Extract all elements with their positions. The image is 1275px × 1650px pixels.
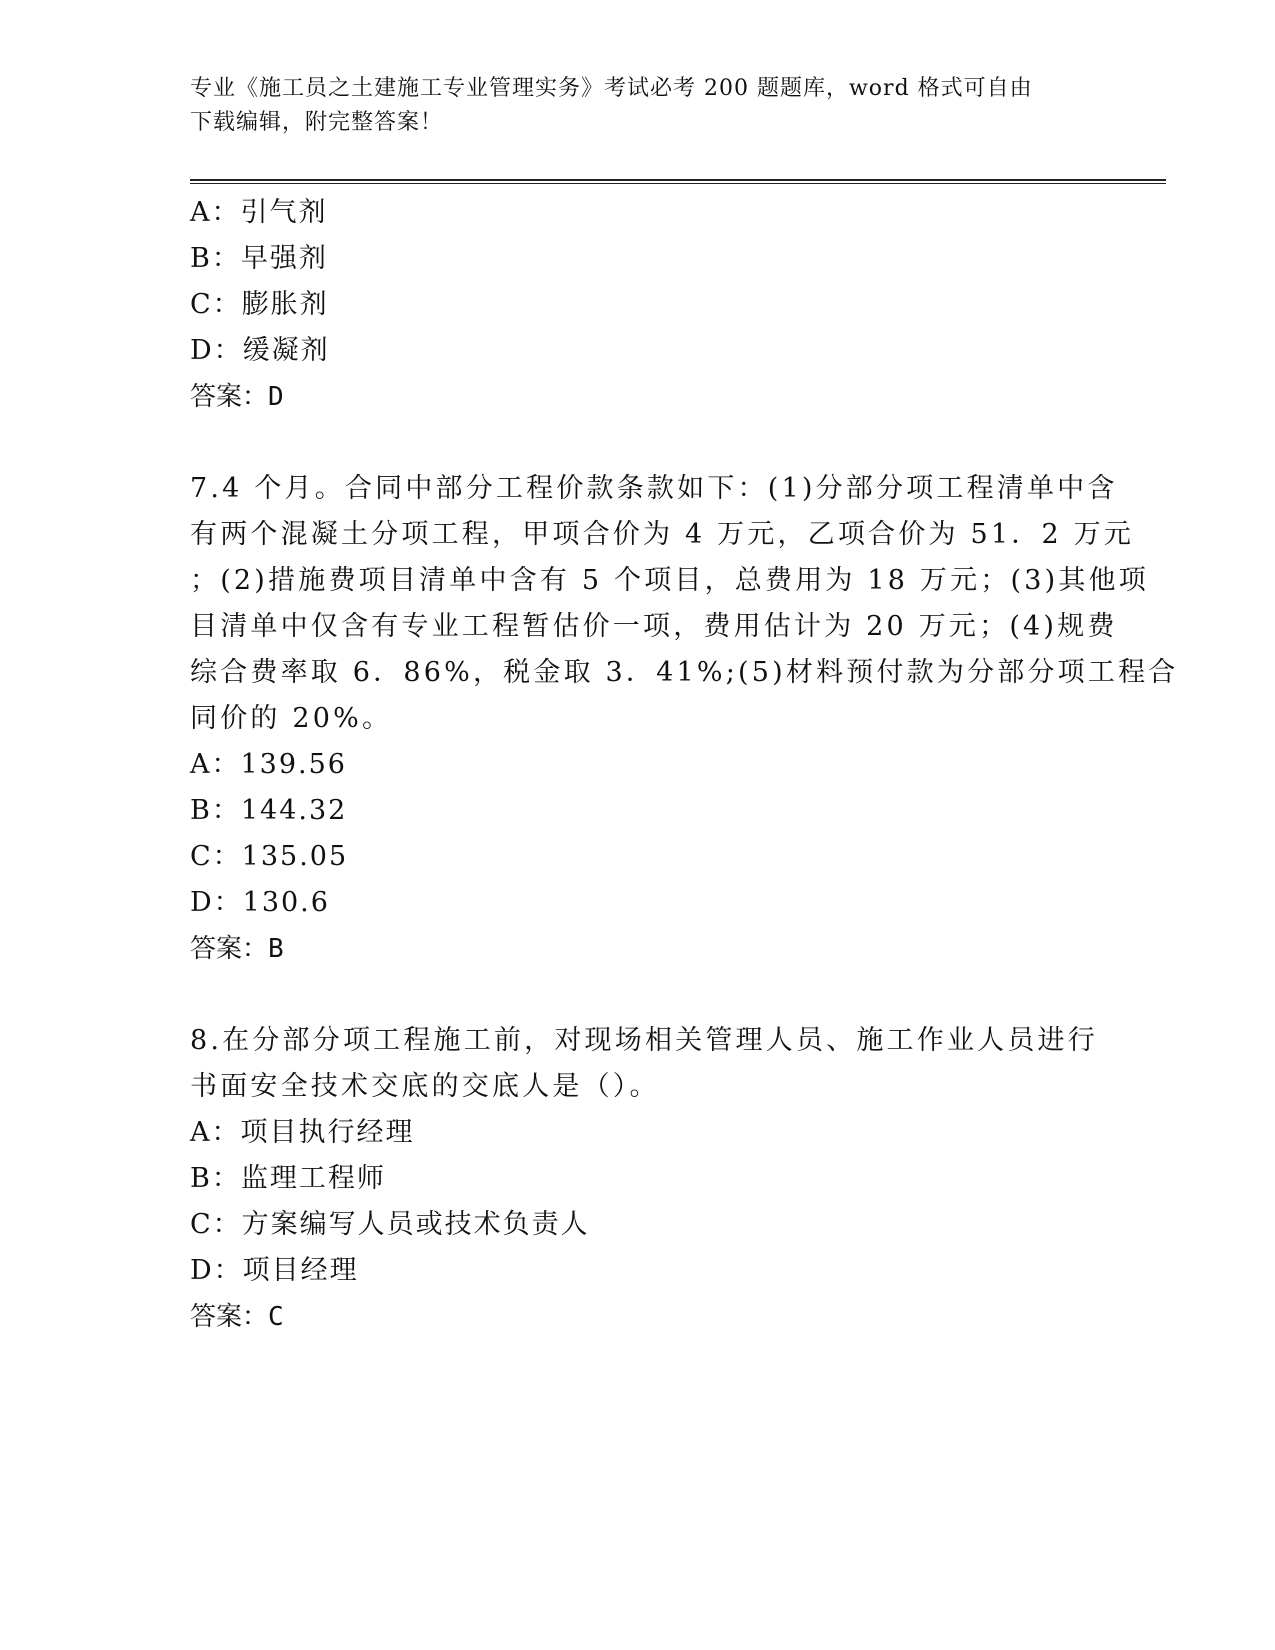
option-d: D：130.6: [190, 887, 330, 918]
stem-line: 书面安全技术交底的交底人是（）。: [190, 1071, 660, 1102]
question-content: [190, 190, 1179, 1340]
header-rule-thick: [190, 179, 1166, 181]
stem-line: ；(2)措施费项目清单中含有 5 个项目，总费用为 18 万元；(3)其他项: [190, 565, 1149, 596]
question-stem: [190, 466, 1179, 742]
spacer: [190, 420, 1090, 466]
stem-line: 目清单中仅含有专业工程暂估价一项，费用估计为 20 万元；(4)规费: [190, 611, 1118, 642]
header-line-2: 下载编辑，附完整答案！: [190, 110, 444, 135]
option-a: A：引气剂: [190, 197, 328, 228]
question-6: [190, 190, 1090, 420]
header-rule-thin: [190, 183, 1166, 184]
answer: 答案：D: [190, 382, 284, 412]
option-c: C：方案编写人员或技术负责人: [190, 1209, 590, 1240]
option-d: D：项目经理: [190, 1255, 359, 1286]
stem-line: 综合费率取 6．86%，税金取 3．41%;(5)材料预付款为分部分项工程合: [190, 657, 1179, 688]
option-d: D：缓凝剂: [190, 335, 330, 366]
option-a: A：项目执行经理: [190, 1117, 415, 1148]
stem-line: 有两个混凝土分项工程，甲项合价为 4 万元，乙项合价为 51．2 万元: [190, 519, 1135, 550]
question-stem: [190, 1018, 1098, 1110]
question-8: [190, 1018, 1098, 1340]
answer: 答案：B: [190, 934, 284, 964]
spacer: [190, 972, 1090, 1018]
header-line-1: 专业《施工员之土建施工专业管理实务》考试必考 200 题题库，word 格式可自由: [190, 76, 1033, 101]
question-7: [190, 466, 1179, 972]
option-b: B：144.32: [190, 795, 348, 826]
stem-line: 8.在分部分项工程施工前，对现场相关管理人员、施工作业人员进行: [190, 1025, 1098, 1056]
option-c: C：135.05: [190, 841, 349, 872]
document-header: [190, 72, 1090, 140]
stem-line: 7.4 个月。合同中部分工程价款条款如下：(1)分部分项工程清单中含: [190, 473, 1118, 504]
option-c: C：膨胀剂: [190, 289, 329, 320]
option-a: A：139.56: [190, 749, 347, 780]
answer: 答案：C: [190, 1302, 284, 1332]
option-b: B：监理工程师: [190, 1163, 386, 1194]
stem-line: 同价的 20%。: [190, 703, 393, 734]
option-b: B：早强剂: [190, 243, 328, 274]
